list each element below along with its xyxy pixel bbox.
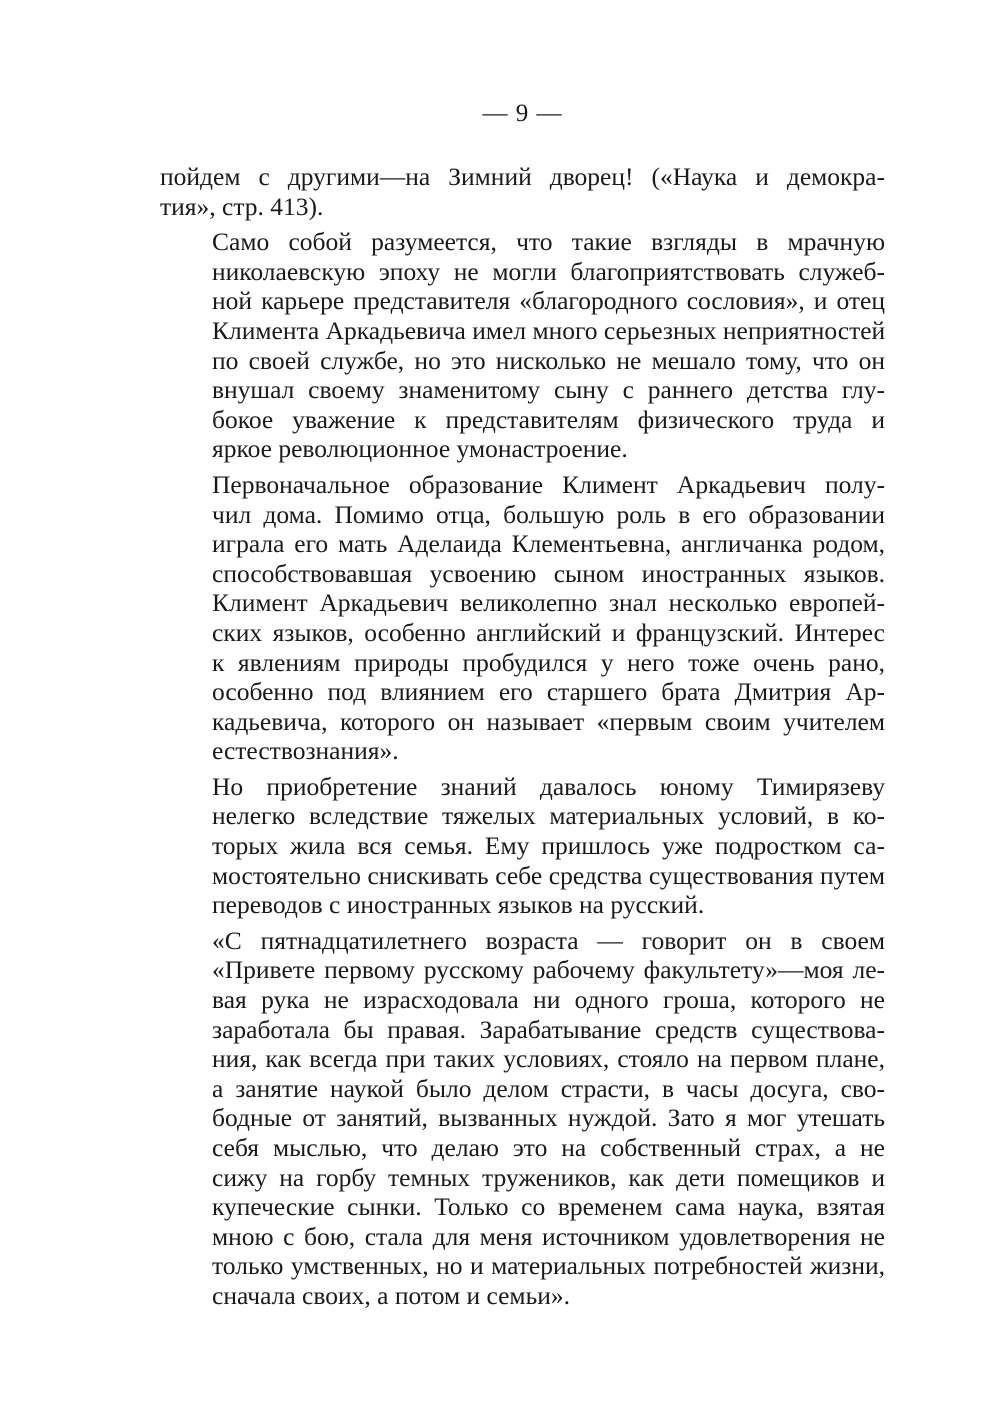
text-line: способствовавшая усвоению сыном иностранных языков.	[212, 558, 885, 588]
paragraph	[160, 772, 885, 920]
book-page	[160, 100, 885, 1311]
text-line: себя мыслью, что делаю это на собственный страх, а не	[212, 1133, 885, 1162]
text-line: пойдем с другими—на Зимний дворец! («Наука и демокра-	[160, 162, 885, 191]
text-line: естествознания».	[212, 736, 399, 766]
text-line: чил дома. Помимо отца, большую роль в его образовании	[212, 499, 885, 529]
text-line: «Привете первому русскому рабочему факультету»—моя ле-	[212, 955, 885, 985]
text-line: Но приобретение знаний давалось юному Тимирязеву	[212, 771, 885, 801]
text-line: бодные от занятий, вызванных нуждой. Зато я мог утешать	[212, 1103, 885, 1133]
text-line: торых жила вся семья. Ему пришлось уже подростком са-	[212, 831, 885, 861]
text-line: бокое уважение к представителям физического труда и	[212, 404, 885, 434]
text-line: а занятие наукой было делом страсти, в часы досуга, сво-	[212, 1073, 885, 1103]
text-line: ной карьере представителя «благородного сословия», и отец	[212, 286, 885, 316]
text-line: купеческие сынки. Только со временем сама наука, взятая	[212, 1192, 885, 1222]
paragraph	[160, 227, 885, 464]
page-number: — 9 —	[482, 100, 563, 127]
paragraph	[160, 926, 885, 1311]
text-line: по своей службе, но это нисколько не мешало тому, что он	[212, 345, 885, 375]
text-line: особенно под влиянием его старшего брата Дмитрия Ар-	[212, 677, 885, 707]
text-line: Климент Аркадьевич великолепно знал несколько европей-	[212, 588, 885, 618]
text-line: мостоятельно снискивать себе средства существования путем	[212, 860, 885, 890]
paragraph	[160, 162, 885, 221]
text-line: к явлениям природы пробудился у него тоже очень рано,	[212, 647, 885, 677]
text-line: вая рука не израсходовала ни одного гроша, которого не	[212, 985, 885, 1015]
text-line: «С пятнадцатилетнего возраста — говорит он в своем	[212, 925, 885, 955]
text-line: внушал своему знаменитому сыну с раннего детства глу-	[212, 375, 885, 405]
text-line: ния, как всегда при таких условиях, стояло на первом плане,	[212, 1044, 885, 1074]
text-line: только умственных, но и материальных потребностей жизни,	[212, 1251, 885, 1281]
text-line: нелегко вследствие тяжелых материальных условий, в ко-	[212, 801, 885, 831]
text-line: сначала своих, а потом и семьи».	[212, 1280, 570, 1310]
text-line: Само собой разумеется, что такие взгляды в мрачную	[212, 227, 885, 257]
text-line: сижу на горбу темных тружеников, как дети помещиков и	[212, 1162, 885, 1192]
text-line: ских языков, особенно английский и французский. Интерес	[212, 617, 885, 647]
text-line: Первоначальное образование Климент Аркадьевич полу-	[212, 469, 885, 499]
paragraph	[160, 470, 885, 766]
body-text	[160, 162, 885, 1311]
text-line: Климента Аркадьевича имел много серьезных неприятностей	[212, 315, 886, 345]
text-line: заработала бы правая. Зарабатывание средств существова-	[212, 1014, 885, 1044]
text-line: тия», стр. 413).	[160, 191, 324, 221]
text-line: играла его мать Аделаида Клементьевна, англичанка родом,	[212, 529, 885, 559]
text-line: николаевскую эпоху не могли благоприятствовать служеб-	[212, 256, 885, 286]
text-line: яркое революционное умонастроение.	[212, 434, 628, 464]
text-line: кадьевича, которого он называет «первым своим учителем	[212, 706, 885, 736]
text-line: переводов с иностранных языков на русский.	[212, 890, 705, 920]
text-line: мною с бою, стала для меня источником удовлетворения не	[212, 1221, 885, 1251]
